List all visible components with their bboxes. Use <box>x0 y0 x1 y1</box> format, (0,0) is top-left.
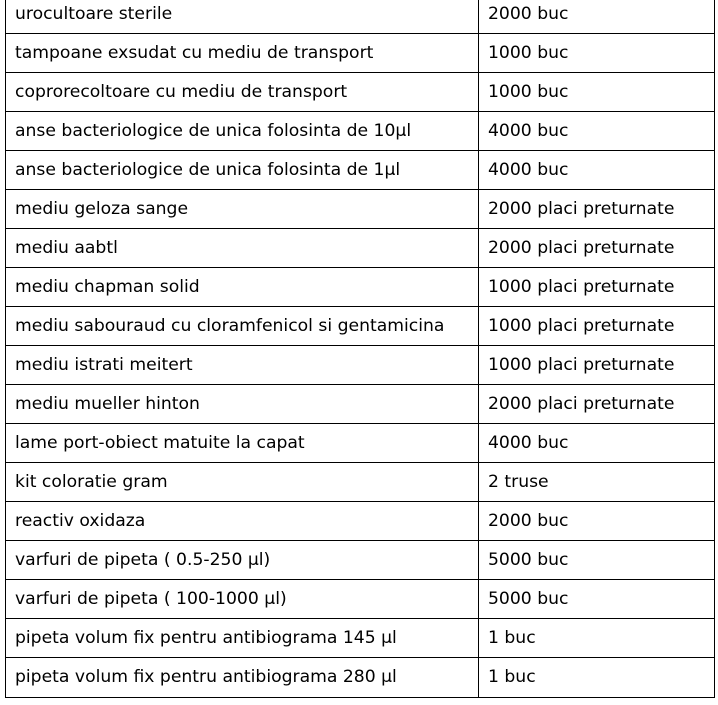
item-quantity-cell: 1000 placi preturnate <box>479 268 715 307</box>
item-name-cell: urocultoare sterile <box>6 0 479 34</box>
item-name-cell: anse bacteriologice de unica folosinta de 10µl <box>6 112 479 151</box>
item-name-cell: reactiv oxidaza <box>6 502 479 541</box>
item-name-cell: coprorecoltoare cu mediu de transport <box>6 73 479 112</box>
supplies-table <box>5 0 715 698</box>
table-row <box>6 151 715 190</box>
item-name-cell: mediu mueller hinton <box>6 385 479 424</box>
item-name-cell: mediu sabouraud cu cloramfenicol si gentamicina <box>6 307 479 346</box>
table-row <box>6 463 715 502</box>
item-name-cell: mediu geloza sange <box>6 190 479 229</box>
supplies-table-body <box>6 0 715 698</box>
item-quantity-cell: 2000 placi preturnate <box>479 385 715 424</box>
item-quantity-cell: 1 buc <box>479 658 715 698</box>
item-quantity-cell: 1000 placi preturnate <box>479 346 715 385</box>
item-quantity-cell: 4000 buc <box>479 151 715 190</box>
table-row <box>6 658 715 698</box>
item-quantity-cell: 5000 buc <box>479 541 715 580</box>
item-quantity-cell: 5000 buc <box>479 580 715 619</box>
item-name-cell: anse bacteriologice de unica folosinta de 1µl <box>6 151 479 190</box>
item-name-cell: lame port-obiect matuite la capat <box>6 424 479 463</box>
table-row <box>6 0 715 34</box>
table-row <box>6 190 715 229</box>
item-quantity-cell: 1000 buc <box>479 34 715 73</box>
table-row <box>6 385 715 424</box>
item-quantity-cell: 2000 buc <box>479 0 715 34</box>
table-row <box>6 34 715 73</box>
table-row <box>6 619 715 658</box>
table-row <box>6 73 715 112</box>
table-row <box>6 307 715 346</box>
item-quantity-cell: 1000 buc <box>479 73 715 112</box>
item-name-cell: pipeta volum fix pentru antibiograma 145 µl <box>6 619 479 658</box>
table-row <box>6 502 715 541</box>
table-row <box>6 229 715 268</box>
item-quantity-cell: 2000 placi preturnate <box>479 190 715 229</box>
item-quantity-cell: 2000 buc <box>479 502 715 541</box>
item-quantity-cell: 2 truse <box>479 463 715 502</box>
table-row <box>6 580 715 619</box>
item-name-cell: mediu istrati meitert <box>6 346 479 385</box>
item-name-cell: mediu aabtl <box>6 229 479 268</box>
item-quantity-cell: 1000 placi preturnate <box>479 307 715 346</box>
item-name-cell: mediu chapman solid <box>6 268 479 307</box>
item-quantity-cell: 4000 buc <box>479 424 715 463</box>
table-row <box>6 424 715 463</box>
item-quantity-cell: 4000 buc <box>479 112 715 151</box>
item-name-cell: pipeta volum fix pentru antibiograma 280 µl <box>6 658 479 698</box>
item-name-cell: varfuri de pipeta ( 100-1000 µl) <box>6 580 479 619</box>
item-name-cell: varfuri de pipeta ( 0.5-250 µl) <box>6 541 479 580</box>
item-name-cell: tampoane exsudat cu mediu de transport <box>6 34 479 73</box>
table-row <box>6 346 715 385</box>
table-row <box>6 541 715 580</box>
item-name-cell: kit coloratie gram <box>6 463 479 502</box>
table-row <box>6 268 715 307</box>
item-quantity-cell: 2000 placi preturnate <box>479 229 715 268</box>
table-row <box>6 112 715 151</box>
item-quantity-cell: 1 buc <box>479 619 715 658</box>
